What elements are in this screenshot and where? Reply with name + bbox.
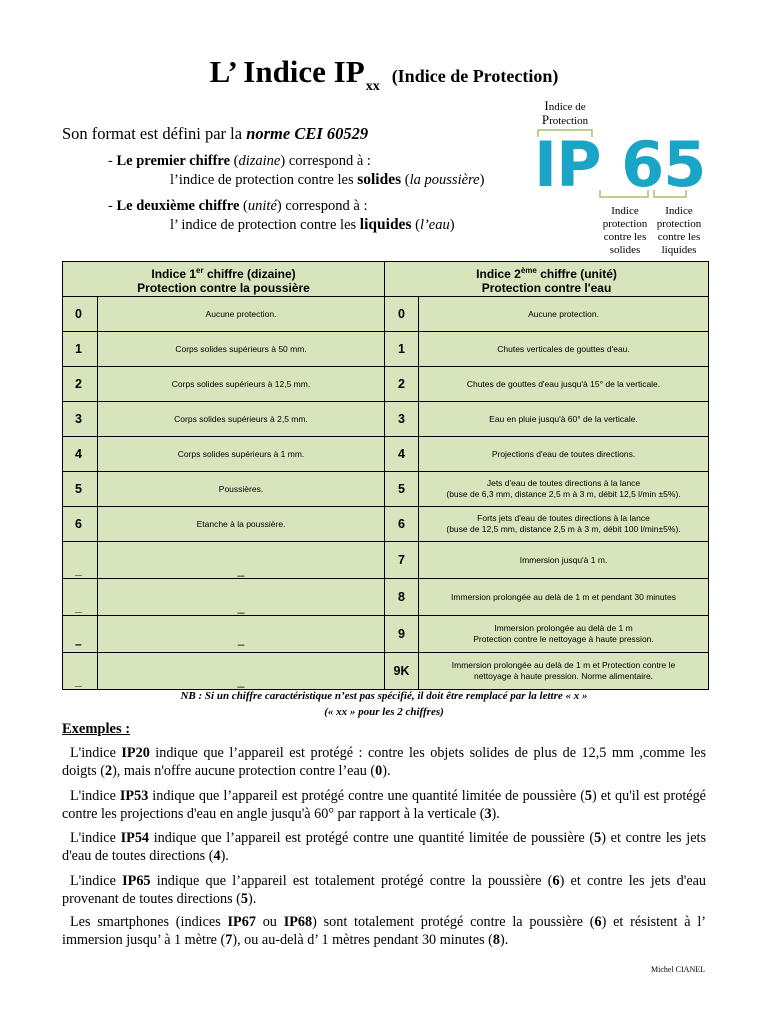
header-right-line2: Protection contre l'eau (481, 280, 612, 295)
example-smartphones (62, 914, 706, 949)
example-digit: 6 (594, 914, 602, 930)
second-digit-code: 9 (385, 616, 419, 653)
ip-code-table (62, 261, 709, 690)
format-definition (62, 124, 368, 144)
example-digit: 3 (484, 805, 492, 822)
table-row (63, 653, 709, 690)
author-signature: Michel CIANEL (651, 965, 705, 974)
example-text: Les smartphones (indices (70, 914, 228, 930)
second-desc-italic: l’eau (419, 217, 450, 233)
format-norm: norme CEI 60529 (246, 124, 369, 143)
example-ip65 (62, 873, 706, 908)
second-digit-description (170, 216, 455, 234)
caption-initial-p: P (541, 111, 550, 127)
second-digit-line (108, 198, 367, 215)
example-digit: 6 (552, 873, 560, 889)
table-row (63, 332, 709, 367)
second-digit-desc (419, 332, 709, 367)
first-digit-code: _ (63, 542, 98, 579)
first-digit-code: 1 (63, 332, 98, 367)
first-digit-code: _ (63, 579, 98, 616)
table-row (63, 297, 709, 332)
first-digit-description (170, 171, 484, 189)
second-digit-desc (419, 472, 709, 507)
table-row (63, 507, 709, 542)
desc-line1: Immersion prolongée au delà de 1 m et pendant 30 minutes (451, 591, 676, 602)
first-digit-desc: Aucune protection. (98, 297, 385, 332)
first-desc-italic: la poussière (409, 172, 480, 188)
example-digit: 8 (492, 931, 500, 948)
second-paren-open: ( (239, 198, 248, 214)
second-digit-code: 5 (385, 472, 419, 507)
table-row (63, 616, 709, 653)
table-row (63, 542, 709, 579)
desc-line1: Jets d'eau de toutes directions à la lance (486, 478, 641, 488)
header-right-sup: ème (520, 265, 537, 275)
example-code: IP53 (119, 788, 149, 804)
first-digit-desc: _ (98, 579, 385, 616)
header-first-digit (63, 262, 385, 297)
first-desc-open: ( (401, 172, 410, 188)
first-digit-desc: Corps solides supérieurs à 12,5 mm. (98, 367, 385, 402)
ip65-logo: IP 65 (534, 128, 706, 201)
example-text: indique que l’appareil est totalement protégé contre la poussière ( (150, 873, 553, 889)
second-digit-code: 9K (385, 653, 419, 690)
example-text: L'indice (70, 873, 123, 889)
desc-line1: Chutes de gouttes d'eau jusqu'à 15° de la verticale. (466, 378, 661, 389)
example-text: ) et contre les jets d'eau de toutes directions ( (62, 830, 707, 864)
title-paren: (Indice de Protection) (391, 66, 559, 86)
first-digit-code: 4 (63, 437, 98, 472)
nb-note-line2: (« xx » pour les 2 chiffres) (324, 706, 444, 718)
example-text: indique que l’appareil est protégé contre une quantité limitée de poussière ( (149, 830, 595, 846)
desc-line1: Immersion prolongée au delà de 1 m (494, 623, 633, 633)
second-desc-open: ( (411, 217, 420, 233)
example-code: IP67 (227, 914, 256, 930)
first-digit-desc: Corps solides supérieurs à 50 mm. (98, 332, 385, 367)
second-digit-code: 4 (385, 437, 419, 472)
desc-line1: Immersion jusqu'à 1 m. (519, 554, 608, 565)
first-digit-desc: _ (98, 542, 385, 579)
second-digit-code: 6 (385, 507, 419, 542)
examples-heading: Exemples : (62, 721, 131, 737)
first-digit-desc: Poussières. (98, 472, 385, 507)
table-row (63, 367, 709, 402)
example-text: L'indice (70, 830, 121, 846)
desc-line1: Projections d'eau de toutes directions. (491, 448, 636, 459)
header-second-digit (385, 262, 709, 297)
table-row (63, 437, 709, 472)
table-row (63, 579, 709, 616)
format-prefix: Son format est défini par la (62, 124, 247, 143)
example-text: ). (491, 805, 500, 822)
header-right-post: chiffre (unité) (536, 266, 617, 281)
second-desc-prefix: l’ indice de protection contre les (170, 217, 360, 233)
example-digit: 7 (225, 931, 233, 948)
second-unit: unité (247, 198, 277, 214)
example-text: ). (247, 890, 257, 907)
example-text: ). (382, 762, 391, 779)
first-label: Le premier chiffre (116, 153, 231, 169)
first-digit-code: 3 (63, 402, 98, 437)
second-digit-desc (419, 507, 709, 542)
example-text: ), mais n'offre aucune protection contre l’eau ( (112, 762, 376, 779)
second-digit-code: 2 (385, 367, 419, 402)
header-left-post: chiffre (dizaine) (203, 266, 296, 281)
desc-line1: Chutes verticales de gouttes d'eau. (497, 343, 630, 354)
example-digit: 5 (594, 830, 602, 846)
header-left-line2: Protection contre la poussière (137, 280, 310, 295)
first-digit-code: – (63, 616, 98, 653)
legend-solids: Indice protection contre les solides (602, 205, 648, 256)
second-digit-desc (419, 437, 709, 472)
desc-line1: Immersion prolongée au delà de 1 m et Protection contre le (451, 660, 676, 670)
first-digit-code: 0 (63, 297, 98, 332)
desc-line1: Forts jets d'eau de toutes directions à la lance (477, 513, 650, 523)
legend-liquids: Indice protection contre les liquides (656, 205, 702, 256)
example-text: ) et qu'il est protégé contre les projections d'eau en angle jusqu'à 60° par rapport à la verticale ( (62, 788, 706, 822)
first-digit-desc: – (98, 616, 385, 653)
caption-line1-rest: ndice de (548, 101, 586, 113)
example-code: IP54 (120, 830, 149, 846)
second-digit-code: 8 (385, 579, 419, 616)
example-digit: 2 (104, 762, 113, 779)
second-desc-close: ) (449, 217, 455, 233)
example-digit: 0 (375, 762, 383, 779)
example-digit: 5 (584, 788, 593, 804)
first-paren-close: ) correspond à : (280, 153, 371, 169)
first-digit-desc: Corps solides supérieurs à 2,5 mm. (98, 402, 385, 437)
first-digit-code: 5 (63, 472, 98, 507)
example-ip53 (62, 788, 706, 823)
first-digit-desc: _ (98, 653, 385, 690)
example-text: ) et contre les jets d'eau provenant de toutes directions ( (62, 873, 707, 907)
desc-line2: Protection contre le nettoyage à haute pression. (473, 634, 654, 644)
second-digit-code: 1 (385, 332, 419, 367)
example-code: IP20 (121, 745, 150, 761)
header-left-sup: er (196, 265, 204, 275)
second-digit-desc (419, 297, 709, 332)
first-digit-code: _ (63, 653, 98, 690)
first-unit: dizaine (238, 153, 281, 169)
first-digit-code: 6 (63, 507, 98, 542)
first-digit-line (108, 153, 371, 170)
first-desc-close: ) (479, 172, 485, 188)
example-digit: 4 (213, 847, 221, 864)
second-digit-desc (419, 579, 709, 616)
table-header-row (63, 262, 709, 297)
example-text: ). (220, 847, 229, 864)
example-code: IP68 (283, 914, 313, 930)
example-text: L'indice (70, 788, 120, 804)
desc-line2: (buse de 6,3 mm, distance 2,5 m à 3 m, débit 12,5 l/min ±5%). (446, 489, 681, 499)
example-ip20 (62, 745, 706, 780)
page-title (0, 54, 768, 95)
second-digit-desc (419, 367, 709, 402)
second-label: Le deuxième chiffre (116, 198, 240, 214)
desc-line2: (buse de 12,5 mm, distance 2,5 m à 3 m, débit 100 l/min±5%). (446, 524, 681, 534)
desc-line1: Aucune protection. (528, 308, 599, 319)
first-dash: - (108, 153, 117, 169)
nb-note-line1: NB : Si un chiffre caractéristique n’est pas spécifié, il doit être remplacé par la lettre « x » (180, 690, 588, 702)
example-ip54 (62, 830, 706, 865)
first-desc-prefix: l’indice de protection contre les (170, 172, 358, 188)
second-digit-code: 0 (385, 297, 419, 332)
second-digit-desc (419, 653, 709, 690)
first-digit-code: 2 (63, 367, 98, 402)
header-right-pre: Indice 2 (476, 266, 521, 281)
second-dash: - (108, 198, 117, 214)
second-digit-code: 7 (385, 542, 419, 579)
example-text: ), ou au-delà d’ 1 mètres pendant 30 minutes ( (232, 931, 493, 948)
caption-initial-i: I (544, 98, 549, 113)
example-text: ) et résistent à l’ immersion jusqu’ à 1 mètre ( (62, 914, 707, 948)
second-desc-bold: liquides (359, 216, 412, 233)
example-text: indique que l’appareil est protégé contre une quantité limitée de poussière ( (148, 788, 585, 804)
second-digit-desc (419, 402, 709, 437)
example-text: ou (255, 914, 284, 930)
example-text: ) sont totalement protégé contre la poussière ( (312, 914, 595, 930)
first-desc-bold: solides (357, 171, 402, 188)
first-digit-desc: Corps solides supérieurs à 1 mm. (98, 437, 385, 472)
caption-line2-rest: rotection (549, 114, 589, 127)
example-text: indique que l’appareil est protégé : contre les objets solides de plus de 12,5 mm ,comme les doigts ( (62, 745, 706, 779)
table-row (63, 402, 709, 437)
example-digit: 5 (240, 890, 248, 907)
second-digit-code: 3 (385, 402, 419, 437)
logo-caption (535, 100, 595, 127)
second-paren-close: ) correspond à : (276, 198, 368, 214)
first-paren-open: ( (230, 153, 239, 169)
example-text: ). (500, 931, 509, 948)
header-left-pre: Indice 1 (151, 266, 197, 281)
title-subscript: xx (365, 79, 380, 94)
second-digit-desc (419, 542, 709, 579)
second-digit-desc (419, 616, 709, 653)
example-code: IP65 (122, 873, 151, 889)
example-text: L'indice (70, 745, 122, 761)
desc-line2: nettoyage à haute pression. Norme alimentaire. (473, 671, 654, 681)
table-row (63, 472, 709, 507)
title-main: L’ Indice IP (209, 54, 365, 89)
first-digit-desc: Etanche à la poussière. (98, 507, 385, 542)
desc-line1: Eau en pluie jusqu'à 60° de la verticale. (489, 413, 638, 424)
